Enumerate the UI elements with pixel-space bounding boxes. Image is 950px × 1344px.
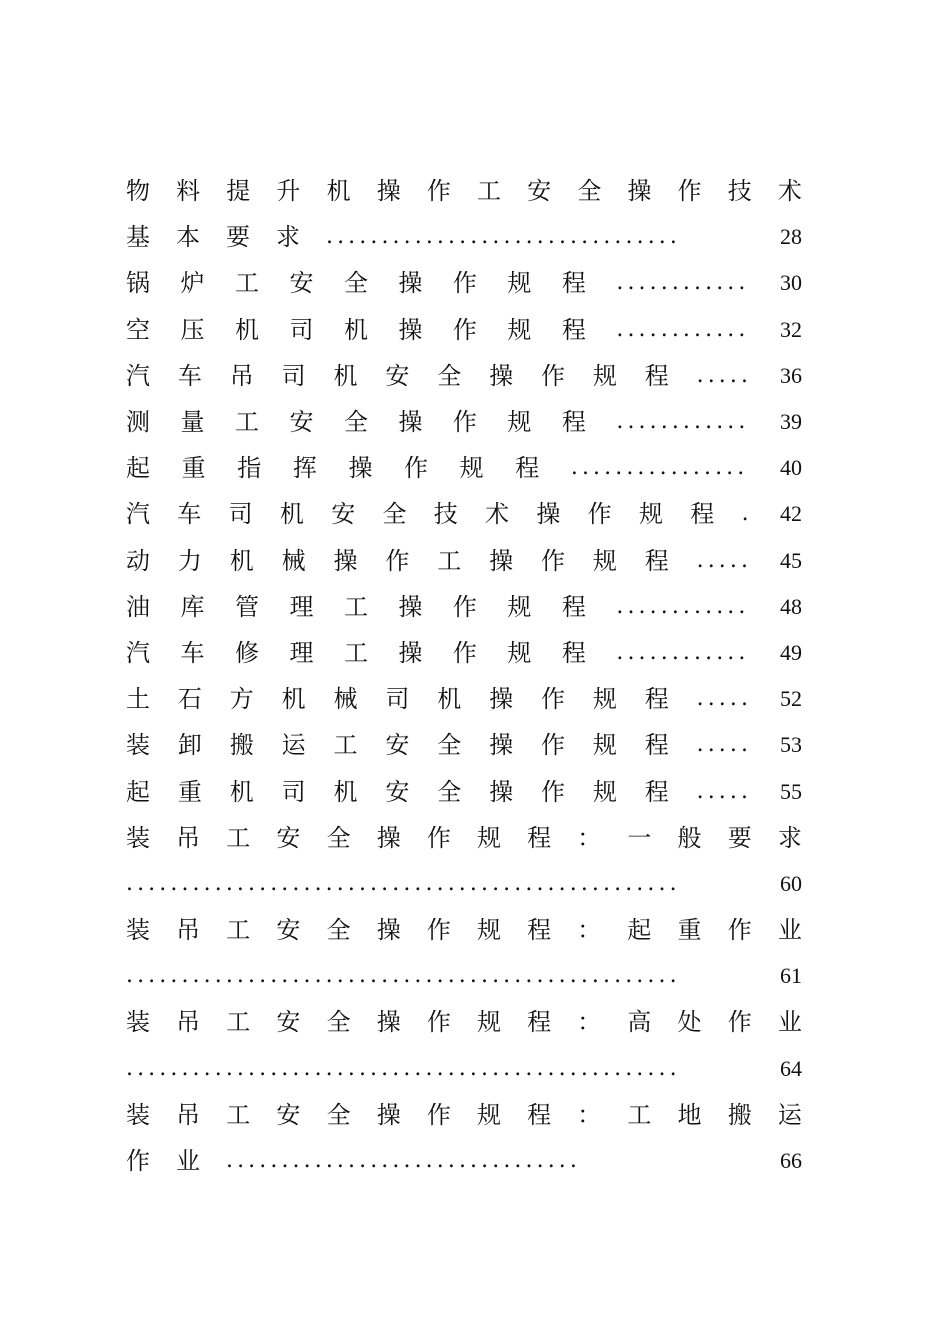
page-number: 55 — [779, 778, 802, 804]
page-number: 49 — [779, 639, 802, 665]
page-number: 42 — [779, 501, 802, 527]
toc-entry-line: 物 料 提 升 机 操 作 工 安 全 操 作 技 术 — [126, 177, 802, 206]
dot-leader: ............ — [616, 409, 750, 435]
toc-entry-line: 起 重 指 挥 操 作 规 程 ................ 40 — [126, 445, 802, 491]
toc-entry-title: 作 业 — [126, 1147, 200, 1176]
dot-leader: ..... — [696, 732, 753, 758]
toc-entry-line: 装 吊 工 安 全 操 作 规 程 ： 高 处 作 业 — [126, 1008, 802, 1037]
page-number: 60 — [780, 870, 802, 896]
dot-leader: ..... — [696, 547, 753, 573]
dot-leader: ............ — [616, 270, 750, 296]
toc-entry-line — [126, 953, 802, 999]
toc-entry-line: 装 卸 搬 运 工 安 全 操 作 规 程 ..... 53 — [126, 722, 802, 768]
dot-leader: ............ — [616, 639, 750, 665]
toc-entry-line: 动 力 机 械 操 作 工 操 作 规 程 ..... 45 — [126, 538, 802, 584]
toc-entry-line: 装 吊 工 安 全 操 作 规 程 ： 起 重 作 业 — [126, 916, 802, 945]
toc-entry-title: 基 本 要 求 — [126, 223, 300, 252]
toc-entry-line: 起 重 机 司 机 安 全 操 作 规 程 ..... 55 — [126, 768, 802, 814]
toc-entry-line — [126, 214, 802, 260]
dot-leader: ............ — [616, 593, 750, 619]
toc-entry-line: 测 量 工 安 全 操 作 规 程 ............ 39 — [126, 399, 802, 445]
toc-entry-line — [126, 1046, 802, 1092]
page-number: 30 — [779, 270, 802, 296]
table-of-contents — [126, 168, 802, 1184]
dot-leader: .................................................. — [126, 1055, 681, 1081]
page-number: 32 — [779, 316, 802, 342]
toc-entry-line: 油 库 管 理 工 操 作 规 程 ............ 48 — [126, 584, 802, 630]
page-number: 40 — [779, 455, 802, 481]
toc-entry-line: 装 吊 工 安 全 操 作 规 程 ： 工 地 搬 运 — [126, 1100, 802, 1129]
dot-leader: ..... — [696, 778, 753, 804]
toc-entry-continuation — [126, 214, 681, 260]
dot-leader: ..... — [696, 686, 753, 712]
dot-leader: ............ — [616, 316, 750, 342]
toc-entry-line: 空 压 机 司 机 操 作 规 程 ............ 32 — [126, 307, 802, 353]
page-number: 61 — [780, 963, 802, 989]
toc-entry-line — [126, 861, 802, 907]
dot-leader: ................ — [570, 455, 749, 481]
dot-leader: ................................ — [226, 1148, 581, 1174]
page-number: 45 — [779, 547, 802, 573]
dot-leader: . — [741, 501, 753, 527]
page-number: 39 — [779, 409, 802, 435]
toc-entry-line: 汽 车 吊 司 机 安 全 操 作 规 程 ..... 36 — [126, 353, 802, 399]
toc-entry-continuation — [126, 1138, 581, 1184]
toc-entry-line: 装 吊 工 安 全 操 作 规 程 ： 一 般 要 求 — [126, 823, 802, 852]
page-number: 66 — [780, 1148, 802, 1174]
toc-entry-line: 汽 车 司 机 安 全 技 术 操 作 规 程 . 42 — [126, 491, 802, 537]
page-number: 64 — [780, 1055, 802, 1081]
page-number: 28 — [780, 224, 802, 250]
page-number: 36 — [779, 362, 802, 388]
dot-leader: ..... — [696, 362, 753, 388]
dot-leader: .................................................. — [126, 870, 681, 896]
dot-leader: ................................ — [326, 224, 681, 250]
page-number: 53 — [779, 732, 802, 758]
dot-leader: .................................................. — [126, 963, 681, 989]
toc-entry-line: 锅 炉 工 安 全 操 作 规 程 ............ 30 — [126, 260, 802, 306]
page-number: 52 — [779, 686, 802, 712]
toc-entry-line: 土 石 方 机 械 司 机 操 作 规 程 ..... 52 — [126, 676, 802, 722]
page-number: 48 — [779, 593, 802, 619]
toc-entry-line: 汽 车 修 理 工 操 作 规 程 ............ 49 — [126, 630, 802, 676]
toc-entry-line — [126, 1138, 802, 1184]
